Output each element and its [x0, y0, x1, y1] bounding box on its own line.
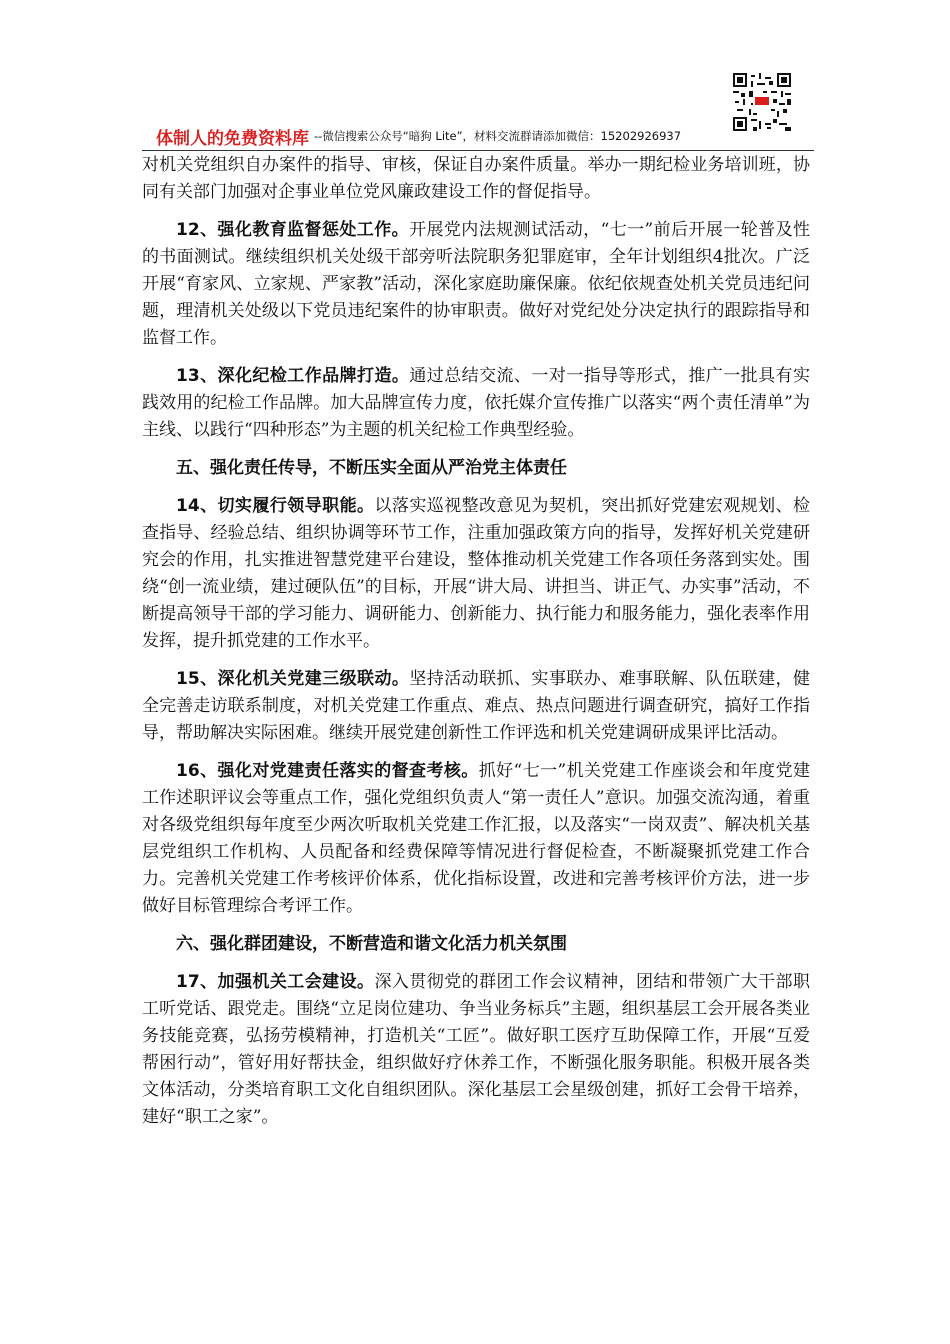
- section-heading-6: 六、强化群团建设，不断营造和谐文化活力机关氛围: [176, 934, 567, 954]
- document-body: [142, 152, 810, 1142]
- paragraph-item-17: [142, 969, 810, 1131]
- section-heading-5: 五、强化责任传导，不断压实全面从严治党主体责任: [176, 458, 567, 478]
- paragraph-continuation: 对机关党组织自办案件的指导、审核，保证自办案件质量。举办一期纪检业务培训班，协同有关部门加强对企事业单位党风廉政建设工作的督促指导。: [142, 155, 810, 202]
- item-14-lead: 14、切实履行领导职能。: [176, 496, 375, 516]
- paragraph-item-16: [142, 758, 810, 920]
- item-16-lead: 16、强化对党建责任落实的督查考核。: [176, 761, 479, 781]
- item-15-lead: 15、深化机关党建三级联动。: [176, 669, 410, 689]
- item-12-text: 开展党内法规测试活动，“七一”前后开展一轮普及性的书面测试。继续组织机关处级干部旁听法院职务犯罪庭审，全年计划组织4批次。广泛开展“育家风、立家规、严家教”活动，深化家庭助廉保廉。依纪依规查处机关党员违纪问题，理清机关处级以下党员违纪案件的协审职责。做好对党纪处分决定执行的跟踪指导和监督工作。: [142, 220, 810, 348]
- paragraph-item-14: [142, 493, 810, 655]
- item-13-text: 通过总结交流、一对一指导等形式，推广一批具有实践效用的纪检工作品牌。加大品牌宣传力度，依托媒介宣传推广以落实“两个责任清单”为主线、以践行“四种形态”为主题的机关纪检工作典型经验。: [142, 366, 810, 440]
- header-note: --微信搜索公众号“暗狗 Lite”，材料交流群请添加微信：15202926937: [314, 129, 682, 143]
- paragraph-item-13: [142, 363, 810, 444]
- paragraph-item-15: [142, 666, 810, 747]
- header-brand: 体制人的免费资料库: [156, 129, 309, 149]
- item-13-lead: 13、深化纪检工作品牌打造。: [176, 366, 410, 386]
- item-17-text: 深入贯彻党的群团工作会议精神，团结和带领广大干部职工听党话、跟党走。围绕“立足岗位建功、争当业务标兵”主题，组织基层工会开展各类业务技能竞赛，弘扬劳模精神，打造机关“工匠”。做好职工医疗互助保障工作，开展“互爱帮困行动”，管好用好帮扶金，组织做好疗休养工作，不断强化服务职能。积极开展各类文体活动，分类培育职工文化自组织团队。深化基层工会星级创建，抓好工会骨干培养，建好“职工之家”。: [142, 972, 810, 1127]
- item-16-text: 抓好“七一”机关党建工作座谈会和年度党建工作述职评议会等重点工作，强化党组织负责人“第一责任人”意识。加强交流沟通，着重对各级党组织每年度至少两次听取机关党建工作汇报，以及落实“一岗双责”、解决机关基层党组织工作机构、人员配备和经费保障等情况进行督促检查，不断凝聚抓党建工作合力。完善机关党建工作考核评价体系，优化指标设置，改进和完善考核评价方法，进一步做好目标管理综合考评工作。: [142, 761, 810, 916]
- item-17-lead: 17、加强机关工会建设。: [176, 972, 375, 992]
- paragraph-item-12: [142, 217, 810, 352]
- item-14-text: 以落实巡视整改意见为契机，突出抓好党建宏观规划、检查指导、经验总结、组织协调等环节工作，注重加强政策方向的指导，发挥好机关党建研究会的作用，扎实推进智慧党建平台建设，整体推动机关党建工作各项任务落到实处。围绕“创一流业绩，建过硬队伍”的目标，开展“讲大局、讲担当、讲正气、办实事”活动，不断提高领导干部的学习能力、调研能力、创新能力、执行能力和服务能力，强化表率作用发挥，提升抓党建的工作水平。: [142, 496, 810, 651]
- page-header: [142, 120, 814, 151]
- item-12-lead: 12、强化教育监督惩处工作。: [176, 220, 410, 240]
- item-15-text: 坚持活动联抓、实事联办、难事联解、队伍联建，健全完善走访联系制度，对机关党建工作重点、难点、热点问题进行调查研究，搞好工作指导，帮助解决实际困难。继续开展党建创新性工作评选和机关党建调研成果评比活动。: [142, 669, 810, 743]
